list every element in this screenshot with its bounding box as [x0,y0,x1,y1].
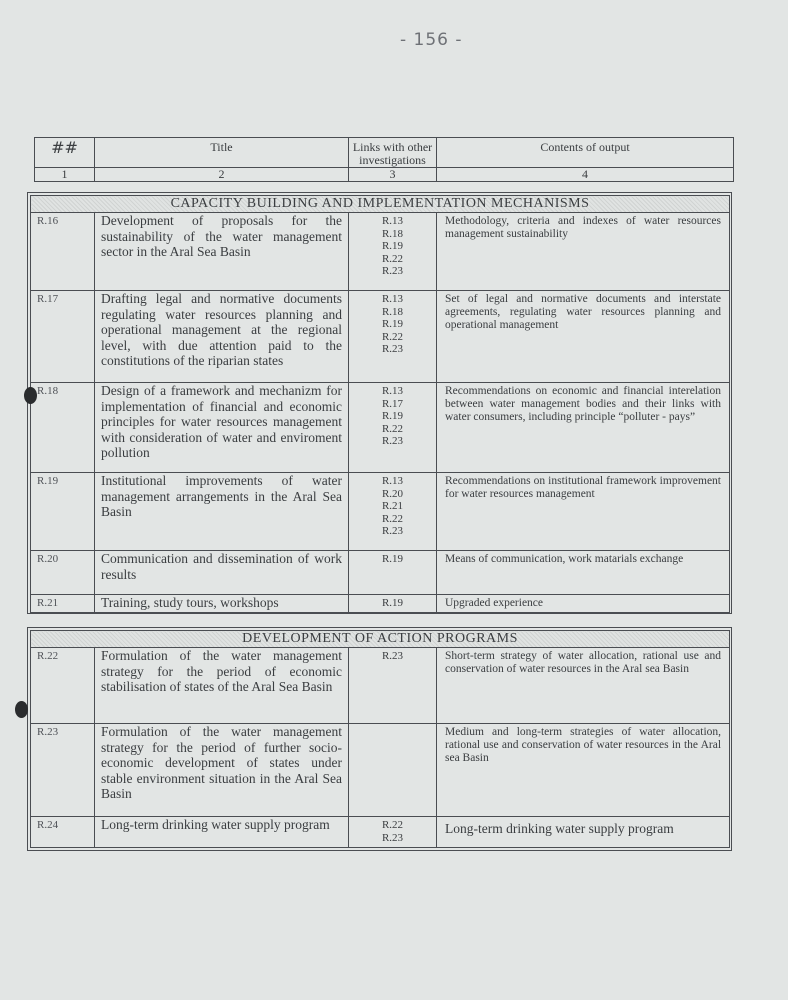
header-col-num-3: 3 [349,168,437,182]
table-row [31,291,730,383]
row-links: R.19 [349,551,437,595]
row-title: Design of a framework and mechanizm for implementation of financial and economic principles for water resources management with consideration of water and enviroment pollution [95,383,349,473]
row-contents: Set of legal and normative documents and interstate agreements, regulating water resources planning and operational management [437,291,730,383]
row-links: R.13 R.18 R.19 R.22 R.23 [349,291,437,383]
row-links: R.23 [349,648,437,724]
table-row [31,648,730,724]
row-title: Communication and dissemination of work results [95,551,349,595]
header-col-num-1: 1 [35,168,95,182]
row-code: R.18 [31,383,95,473]
table-row [31,473,730,551]
section-capacity-building [27,192,732,614]
row-title: Formulation of the water management strategy for the period of further socio-economic development of states under stable environment situation in the Aral Sea Basin [95,724,349,817]
header-col-num-2: 2 [95,168,349,182]
row-contents: Methodology, criteria and indexes of water resources management sustainability [437,213,730,291]
row-title: Development of proposals for the sustainability of the water management sector in the Aral Sea Basin [95,213,349,291]
page-number: - 156 - [400,30,463,50]
header-links: Links with other investigations [349,138,437,168]
row-code: R.19 [31,473,95,551]
header-contents: Contents of output [437,138,734,168]
section-table [30,195,730,613]
row-contents: Means of communication, work matarials exchange [437,551,730,595]
row-title: Institutional improvements of water management arrangements in the Aral Sea Basin [95,473,349,551]
row-code: R.16 [31,213,95,291]
table-row [31,551,730,595]
row-links: R.13 R.17 R.19 R.22 R.23 [349,383,437,473]
table-row [31,817,730,848]
row-code: R.24 [31,817,95,848]
section-action-programs [27,627,732,851]
row-links: R.19 [349,595,437,613]
section-table [30,630,730,848]
table-row [31,213,730,291]
row-code: R.20 [31,551,95,595]
table-row [31,724,730,817]
row-code: R.21 [31,595,95,613]
row-links: R.13 R.20 R.21 R.22 R.23 [349,473,437,551]
punch-hole-icon [15,701,28,718]
row-contents: Upgraded experience [437,595,730,613]
row-title: Drafting legal and normative documents regulating water resources planning and operational management at the regional level, with due attention paid to the constitutions of the riparian states [95,291,349,383]
row-contents: Recommendations on economic and financial interelation between water management bodies and their links with water consumers, including principle “polluter - pays” [437,383,730,473]
row-links: R.22 R.23 [349,817,437,848]
row-title: Long-term drinking water supply program [95,817,349,848]
row-contents: Medium and long-term strategies of water allocation, rational use and conservation of water resources in the Aral sea Basin [437,724,730,817]
row-contents: Short-term strategy of water allocation, rational use and conservation of water resources in the Aral sea Basin [437,648,730,724]
column-header-table [34,137,734,182]
row-contents: Long-term drinking water supply program [437,817,730,848]
row-links: R.13 R.18 R.19 R.22 R.23 [349,213,437,291]
row-code: R.17 [31,291,95,383]
row-contents: Recommendations on institutional framework improvement for water resources management [437,473,730,551]
row-code: R.22 [31,648,95,724]
punch-hole-icon [24,387,37,404]
row-code: R.23 [31,724,95,817]
row-title: Formulation of the water management strategy for the period of economic stabilisation of states of the Aral Sea Basin [95,648,349,724]
section-title: DEVELOPMENT OF ACTION PROGRAMS [31,631,730,648]
table-row [31,383,730,473]
header-col-num-4: 4 [437,168,734,182]
section-title: CAPACITY BUILDING AND IMPLEMENTATION MECHANISMS [31,196,730,213]
table-row [31,595,730,613]
header-title: Title [95,138,349,168]
row-links [349,724,437,817]
row-title: Training, study tours, workshops [95,595,349,613]
header-number: ## [35,138,95,168]
